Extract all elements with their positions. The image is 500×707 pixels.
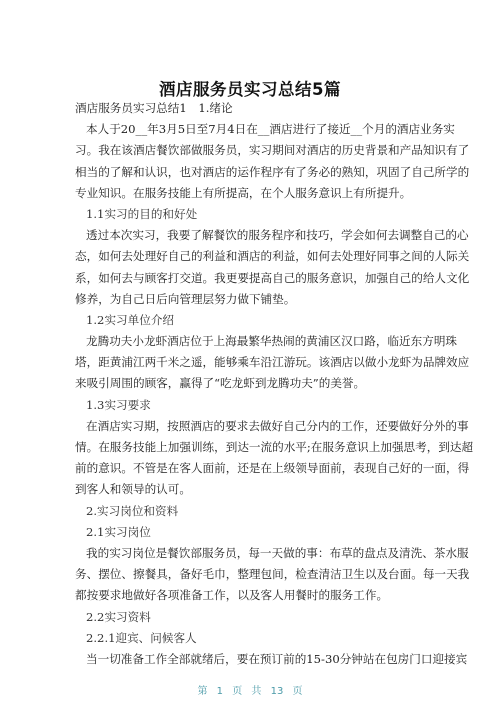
- section-heading: 2.2.1迎宾、问候客人: [86, 630, 197, 645]
- body-text-line: 塔，距黄浦江两千米之遥，能够乘车沿江游玩。该酒店以做小龙虾为品牌效应: [75, 355, 470, 370]
- body-text-line: 务、摆位、擦餐具，备好毛巾，整理包间，检查清洁卫生以及台面。每一天我: [75, 567, 470, 582]
- page-footer: 第 1 页 共 13 页: [197, 686, 303, 697]
- body-text-line: 都按要求地做好各项准备工作，以及客人用餐时的服务工作。: [75, 588, 389, 603]
- document-title: 酒店服务员实习总结5篇: [159, 80, 341, 99]
- body-text-line: 习。我在该酒店餐饮部做服务员，实习期间对酒店的历史背景和产品知识有了: [75, 143, 470, 158]
- body-text-line: 在酒店实习期，按照酒店的要求去做好自己分内的工作，还要做好分外的事: [86, 418, 469, 433]
- body-text-line: 前的意识。不管是在客人面前，还是在上级领导面前，表现自己好的一面，得: [75, 461, 470, 476]
- section-heading: 1.1实习的目的和好处: [86, 206, 198, 221]
- body-text-line: 到客人和领导的认可。: [75, 482, 191, 497]
- body-text-line: 龙腾功夫小龙虾酒店位于上海最繁华热闹的黄浦区汉口路，临近东方明珠: [86, 334, 458, 349]
- body-text-line: 系，如何去与顾客打交道。我更要提高自己的服务意识，加强自己的给人文化: [75, 270, 470, 285]
- document-body: [75, 98, 474, 670]
- body-text-line: 酒店服务员实习总结1 1.绪论: [75, 101, 233, 115]
- body-text-line: 修养，为自己日后向管理层努力做下铺垫。: [75, 291, 296, 306]
- body-text-line: 专业知识。在服务技能上有所提高，在个人服务意识上有所提升。: [75, 185, 412, 200]
- body-text-line: 态，如何去处理好自己的利益和酒店的利益，如何去处理好同事之间的人际关: [75, 249, 470, 264]
- section-heading: 1.2实习单位介绍: [86, 312, 175, 327]
- body-text-line: 透过本次实习，我要了解餐饮的服务程序和技巧，学会如何去调整自己的心: [86, 228, 469, 243]
- body-text-line: 我的实习岗位是餐饮部服务员，每一天做的事：布草的盘点及清洗、茶水服: [86, 545, 469, 560]
- section-heading: 2.实习岗位和资料: [86, 503, 179, 518]
- body-text-line: 本人于20__年3月5日至7月4日在__酒店进行了接近__个月的酒店业务实: [86, 122, 455, 137]
- section-heading: 2.2实习资料: [86, 609, 151, 624]
- body-text-line: 当一切准备工作全部就绪后，要在预订前的15-30分钟站在包房门口迎接宾: [86, 651, 468, 666]
- body-text-line: 来吸引周围的顾客，赢得了“吃龙虾到龙腾功夫”的美誉。: [75, 376, 366, 391]
- section-heading: 2.1实习岗位: [86, 524, 151, 539]
- body-text-line: 情。在服务技能上加强训练，到达一流的水平;在服务意识上加强思考，到达超: [75, 440, 474, 454]
- section-heading: 1.3实习要求: [86, 397, 151, 412]
- body-text-line: 相当的了解和认识，也对酒店的运作程序有了务必的熟知，巩固了自己所学的: [75, 164, 470, 179]
